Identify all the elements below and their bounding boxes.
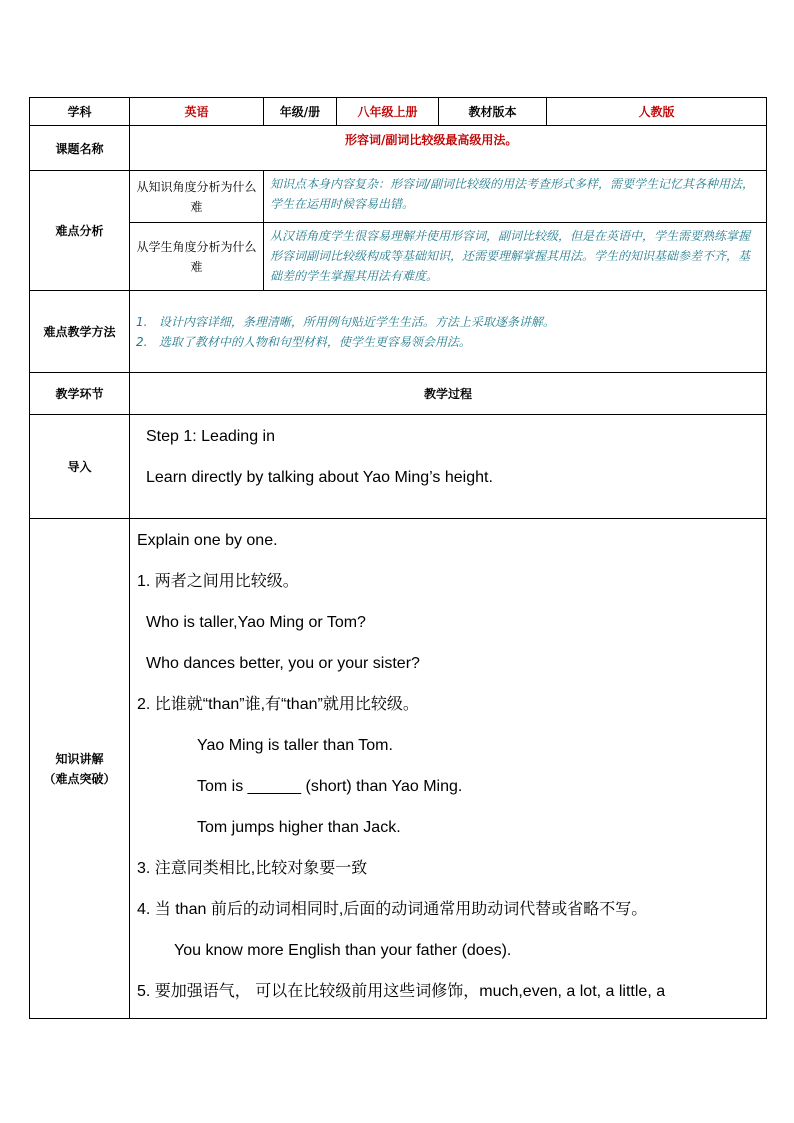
text-line: 4. 当 than 前后的动词相同时,后面的动词通常用助动词代替或省略不写。 <box>137 901 648 918</box>
intro-text: Learn directly by talking about Yao Ming’s height. <box>146 469 493 486</box>
knowledge-sublabel: （难点突破） <box>43 771 116 786</box>
text-line: Explain one by one. <box>137 532 278 549</box>
method-item: 2. 选取了教材中的人物和句型材料，使学生更容易领会用法。 <box>136 334 471 349</box>
course-row <box>30 126 767 171</box>
course-label: 课题名称 <box>30 126 130 171</box>
knowledge-angle-text: 知识点本身内容复杂：形容词/副词比较级的用法考查形式多样，需要学生记忆其各种用法，学生在运用时候容易出错。 <box>270 177 755 211</box>
knowledge-lines <box>130 531 766 1002</box>
student-angle-text: 从汉语角度学生很容易理解并使用形容词，副词比较级，但是在英语中，学生需要熟练掌握形容词副词比较级构成等基础知识，还需要理解掌握其用法。学生的知识基础参差不齐，基础差的学生掌握其用法有难度。 <box>270 229 751 283</box>
lesson-plan-table <box>29 97 767 1019</box>
text-line: Who dances better, you or your sister? <box>146 655 420 672</box>
stage-header: 教学环节 <box>30 373 130 415</box>
subject-label: 学科 <box>30 98 130 126</box>
intro-step: Step 1: Leading in <box>146 428 275 445</box>
method-row <box>30 291 767 373</box>
method-label: 难点教学方法 <box>30 291 130 373</box>
process-header: 教学过程 <box>130 373 767 415</box>
text-line: 1. 两者之间用比较级。 <box>137 573 299 590</box>
text-line: Who is taller,Yao Ming or Tom? <box>146 614 366 631</box>
grade-value: 八年级上册 <box>337 98 439 126</box>
method-list <box>136 312 760 352</box>
method-item: 1. 设计内容详细，条理清晰，所用例句贴近学生生活。方法上采取逐条讲解。 <box>136 314 555 329</box>
header-row <box>30 98 767 126</box>
text-line: 3. 注意同类相比,比较对象要一致 <box>137 860 368 877</box>
knowledge-row <box>30 519 767 1019</box>
edition-label: 教材版本 <box>439 98 547 126</box>
text-line: You know more English than your father (does). <box>174 942 512 959</box>
difficulty-knowledge-row <box>30 171 767 223</box>
text-line: Tom is ______ (short) than Yao Ming. <box>197 778 463 795</box>
text-line: 2. 比谁就“than”谁,有“than”就用比较级。 <box>137 696 419 713</box>
subject-value: 英语 <box>130 98 264 126</box>
text-line: 5. 要加强语气， 可以在比较级前用这些词修饰，much,even, a lot, a little, a <box>137 983 666 1000</box>
intro-label: 导入 <box>30 415 130 519</box>
difficulty-student-row <box>30 223 767 291</box>
edition-value: 人教版 <box>547 98 767 126</box>
text-line: Tom jumps higher than Jack. <box>197 819 401 836</box>
knowledge-angle-label: 从知识角度分析为什么难 <box>130 171 264 223</box>
course-title: 形容词/副词比较级最高级用法。 <box>345 133 518 147</box>
difficulty-label: 难点分析 <box>30 171 130 291</box>
knowledge-label: 知识讲解 <box>55 751 104 766</box>
text-line: Yao Ming is taller than Tom. <box>197 737 393 754</box>
process-header-row <box>30 373 767 415</box>
grade-label: 年级/册 <box>264 98 337 126</box>
intro-row <box>30 415 767 519</box>
student-angle-label: 从学生角度分析为什么难 <box>130 223 264 291</box>
